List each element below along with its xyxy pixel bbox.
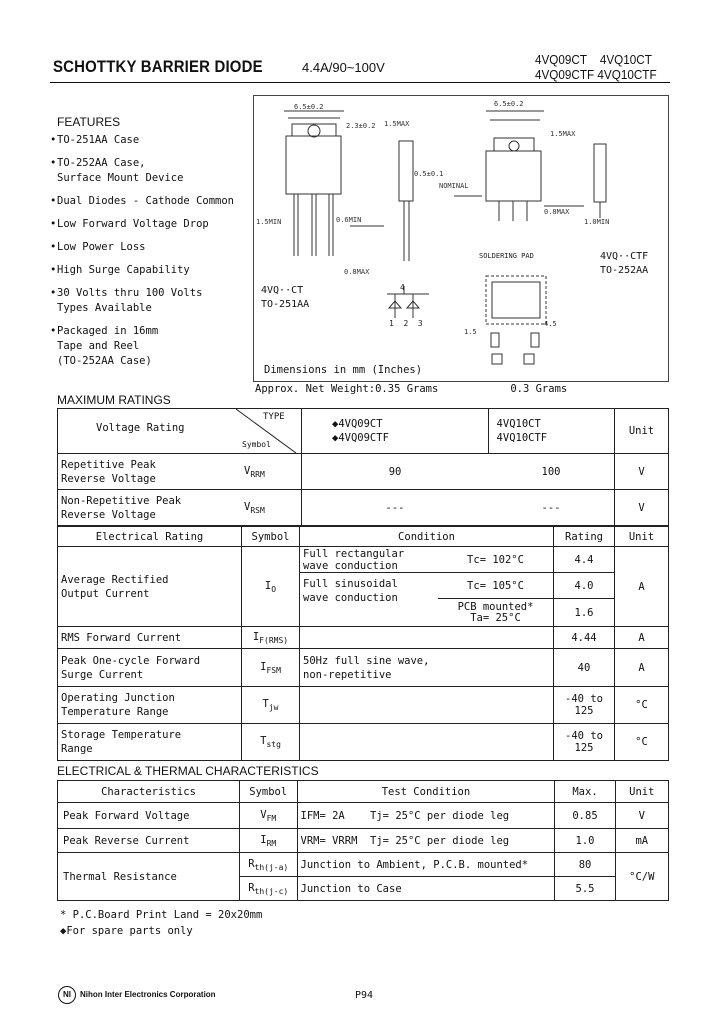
avg-row-1 — [58, 547, 669, 573]
sym-ifrms-sub: F(RMS) — [259, 635, 289, 645]
bullet-icon: • — [50, 287, 57, 299]
val-a-vrsm: --- — [302, 490, 489, 526]
sym-io-sub: O — [271, 584, 277, 594]
cond-sine-l2: wave conduction — [303, 592, 398, 604]
temp-ta — [438, 599, 554, 627]
cond-rect-l2: wave conduction — [303, 559, 398, 572]
unit-surge: A — [615, 649, 669, 687]
thermal-header-row — [58, 781, 669, 803]
sym-irm-main: I — [260, 833, 267, 846]
ctf-label: 4VQ··CTF — [600, 251, 649, 262]
svg-text:1.5MIN: 1.5MIN — [256, 218, 282, 226]
sym-tstg — [242, 724, 300, 761]
max-ratings-heading: MAXIMUM RATINGS — [57, 393, 171, 407]
sym-vrrm — [244, 454, 302, 490]
sym-rthjc-sub: th(j-c) — [254, 886, 289, 896]
max-row-repetitive — [58, 454, 669, 490]
part-numbers-line1: 4VQ09CT 4VQ10CT — [535, 52, 652, 67]
val-a-vrrm: 90 — [302, 454, 489, 490]
svg-text:1.5: 1.5 — [464, 328, 477, 336]
unit-rms: A — [615, 627, 669, 649]
temp-ta-l1: PCB mounted* — [457, 600, 534, 613]
val-b-vrrm: 100 — [488, 454, 614, 490]
feature-item — [50, 156, 252, 186]
th-name: Thermal Resistance — [58, 853, 240, 901]
col-a-type1: 4VQ09CT — [338, 418, 383, 430]
stg-name-l1: Storage Temperature — [61, 729, 182, 741]
sym-ifrms — [242, 627, 300, 649]
net-weight — [255, 383, 567, 395]
page-number: P94 — [355, 990, 374, 1001]
row-name-repetitive-l2: Reverse Voltage — [61, 472, 156, 485]
feature-item — [50, 133, 252, 148]
val-b-vrsm: --- — [488, 490, 614, 526]
ctf-package: TO-252AA — [600, 265, 649, 276]
dimensions-note: Dimensions in mm (Inches) — [264, 364, 423, 376]
col-b-type2: 4VQ10CTF — [496, 432, 548, 444]
op-name-l1: Operating Junction — [61, 692, 175, 704]
sym-tjw-sub: jw — [268, 703, 279, 712]
sym-tstg-sub: stg — [266, 740, 281, 749]
th-h-unit: Unit — [615, 781, 668, 803]
feature-line: TO-252AA Case, — [57, 157, 146, 169]
th-h-char: Characteristics — [58, 781, 240, 803]
feature-item — [50, 240, 252, 255]
stg-name — [58, 724, 242, 761]
op-temp-row — [58, 687, 669, 724]
rating-surge: 40 — [554, 649, 615, 687]
feature-line: TO-251AA Case — [57, 134, 140, 146]
ir-unit: mA — [615, 829, 668, 853]
rating-stg: -40 to 125 — [554, 724, 615, 761]
ir-row — [58, 829, 669, 853]
feature-line: High Surge Capability — [57, 264, 190, 276]
bullet-icon: • — [50, 325, 57, 337]
net-weight-label: Approx. Net Weight: — [255, 383, 376, 395]
row-name-nonrep-l1: Non-Repetitive Peak — [61, 494, 182, 507]
bullet-icon: • — [50, 218, 57, 230]
ctf-label-block — [600, 250, 648, 278]
feature-line: Dual Diodes - Cathode Common — [57, 195, 235, 207]
avg-name-l1: Average Rectified — [61, 573, 169, 586]
svg-text:0.8MAX: 0.8MAX — [344, 268, 370, 276]
vf-unit: V — [615, 803, 668, 829]
part-numbers — [535, 52, 657, 82]
rms-row — [58, 627, 669, 649]
package-outline-drawing — [254, 96, 668, 381]
th-cond-ja: Junction to Ambient, P.C.B. mounted* — [297, 853, 555, 877]
to251-tab-hole — [308, 125, 320, 137]
sym-vrsm-sub: RSM — [250, 505, 265, 515]
ct-label: 4VQ··CT — [261, 285, 304, 296]
rating-avg-3: 1.6 — [554, 599, 615, 627]
sym-io — [242, 547, 300, 627]
bullet-icon: • — [50, 195, 57, 207]
col-b-type1: 4VQ10CT — [496, 418, 541, 430]
elec-h-condition: Condition — [300, 527, 554, 547]
net-weight-ctf: 0.3 Grams — [510, 383, 568, 395]
vf-cond: IFM= 2A Tj= 25°C per diode leg — [297, 803, 555, 829]
temp-tc2: Tc= 105°C — [438, 573, 554, 599]
sym-irm-sub: RM — [266, 838, 277, 848]
surge-cond-l1: 50Hz full sine wave, — [303, 654, 430, 667]
row-name-nonrep-l2: Reverse Voltage — [61, 508, 156, 521]
col-b-header — [488, 409, 614, 454]
sym-vfm-sub: FM — [266, 813, 277, 823]
svg-text:NOMINAL: NOMINAL — [439, 182, 469, 190]
feature-line: Tape and Reel — [57, 340, 140, 352]
schematic-pin4: 4 — [400, 283, 405, 292]
sym-ifsm-sub: FSM — [266, 665, 281, 675]
type-symbol-cell — [58, 409, 302, 454]
sym-rthja-sub: th(j-a) — [254, 862, 289, 872]
svg-text:2.3±0.2: 2.3±0.2 — [346, 122, 376, 130]
thermal-table — [57, 780, 669, 901]
net-weight-ct: 0.35 Grams — [375, 383, 439, 395]
th-unit: °C/W — [615, 853, 668, 901]
footnote-pcb: * P.C.Board Print Land = 20x20mm — [60, 909, 263, 921]
th-row-ja — [58, 853, 669, 877]
bullet-icon: • — [50, 157, 57, 169]
rating-summary: 4.4A/90~100V — [302, 60, 385, 75]
doc-title: SCHOTTKY BARRIER DIODE — [53, 57, 263, 76]
cond-rect-l1: Full rectangular — [303, 547, 405, 560]
feature-line: Low Power Loss — [57, 241, 146, 253]
max-ratings-header-row — [58, 409, 669, 454]
stg-name-l2: Range — [61, 743, 93, 755]
feature-item — [50, 263, 252, 278]
sym-rthjc — [239, 877, 297, 901]
sym-tjw-main: T — [262, 698, 269, 710]
svg-text:1.0MIN: 1.0MIN — [584, 218, 610, 226]
feature-item — [50, 217, 252, 232]
temp-ta-l2: Ta= 25°C — [470, 611, 521, 624]
sym-ifrms-main: I — [252, 630, 260, 643]
th-h-max: Max. — [555, 781, 615, 803]
vf-row — [58, 803, 669, 829]
elec-h-rating: Electrical Rating — [58, 527, 242, 547]
ir-name: Peak Reverse Current — [58, 829, 240, 853]
surge-cond-l2: non-repetitive — [303, 668, 392, 681]
bullet-icon: • — [50, 134, 57, 146]
vf-max: 0.85 — [555, 803, 615, 829]
rms-cond — [300, 627, 554, 649]
elec-h-unit: Unit — [615, 527, 669, 547]
features-list — [50, 133, 252, 377]
ct-package: TO-251AA — [261, 299, 310, 310]
th-h-cond: Test Condition — [297, 781, 555, 803]
sym-vfm-main: V — [260, 808, 267, 821]
th-cond-jc: Junction to Case — [297, 877, 555, 901]
svg-text:6.5±0.2: 6.5±0.2 — [494, 100, 524, 108]
elec-header-row — [58, 527, 669, 547]
header-rule — [50, 82, 670, 83]
max-row-nonrepetitive — [58, 490, 669, 526]
col-a-type2: 4VQ09CTF — [338, 432, 389, 444]
rating-avg-2: 4.0 — [554, 573, 615, 599]
max-ratings-table — [57, 408, 669, 526]
rating-op: -40 to 125 — [554, 687, 615, 724]
unit-vrrm: V — [615, 454, 669, 490]
features-heading: FEATURES — [57, 115, 121, 129]
bullet-icon: • — [50, 264, 57, 276]
svg-text:1.5MAX: 1.5MAX — [384, 120, 410, 128]
sym-ifsm-main: I — [260, 660, 267, 673]
sym-vfm — [239, 803, 297, 829]
voltage-rating-label: Voltage Rating — [96, 422, 185, 434]
sym-rthjc-main: R — [248, 881, 255, 894]
schematic-pins: 1 2 3 — [389, 319, 423, 328]
unit-avg: A — [615, 547, 669, 627]
symbol-label: Symbol — [242, 440, 271, 449]
op-cond — [300, 687, 554, 724]
surge-row — [58, 649, 669, 687]
th-max-ja: 80 — [555, 853, 615, 877]
th-h-symbol: Symbol — [239, 781, 297, 803]
footnote-spare: ◆For spare parts only — [60, 925, 193, 937]
sym-tstg-main: T — [260, 735, 267, 747]
svg-text:0.5±0.1: 0.5±0.1 — [414, 170, 444, 178]
svg-text:0.6MIN: 0.6MIN — [336, 216, 362, 224]
ir-max: 1.0 — [555, 829, 615, 853]
bullet-icon: • — [50, 241, 57, 253]
soldering-pad-label: SOLDERING PAD — [479, 252, 534, 260]
svg-text:4.5: 4.5 — [544, 320, 557, 328]
elec-h-rating-val: Rating — [554, 527, 615, 547]
to251-tab — [292, 124, 336, 136]
op-name — [58, 687, 242, 724]
to251-body — [286, 136, 341, 194]
sym-ifsm — [242, 649, 300, 687]
feature-line: Types Available — [57, 302, 152, 314]
type-label: TYPE — [263, 412, 285, 422]
feature-item — [50, 194, 252, 209]
rms-name: RMS Forward Current — [58, 627, 242, 649]
row-name-nonrepetitive — [58, 490, 245, 526]
vf-name: Peak Forward Voltage — [58, 803, 240, 829]
ir-cond: VRM= VRRM Tj= 25°C per diode leg — [297, 829, 555, 853]
sym-vrsm-main: V — [244, 500, 251, 513]
sym-vrsm — [244, 490, 302, 526]
row-name-repetitive-l1: Repetitive Peak — [61, 458, 156, 471]
feature-line: Low Forward Voltage Drop — [57, 218, 209, 230]
sym-rthja-main: R — [248, 857, 255, 870]
package-diagram — [253, 95, 669, 382]
feature-line: Packaged in 16mm — [57, 325, 159, 337]
svg-text:6.5±0.2: 6.5±0.2 — [294, 103, 324, 111]
op-name-l2: Temperature Range — [61, 706, 169, 718]
company-logo: NI — [58, 986, 76, 1004]
stg-cond — [300, 724, 554, 761]
sym-rthja — [239, 853, 297, 877]
svg-text:1.5MAX: 1.5MAX — [550, 130, 576, 138]
th-max-jc: 5.5 — [555, 877, 615, 901]
sym-vrrm-main: V — [244, 464, 251, 477]
electrical-ratings-table — [57, 526, 669, 761]
surge-name-l2: Surge Current — [61, 668, 144, 681]
sym-io-main: I — [264, 579, 272, 592]
ct-label-block — [261, 284, 309, 312]
unit-stg: °C — [615, 724, 669, 761]
surge-name-l1: Peak One-cycle Forward — [61, 654, 201, 667]
rating-rms: 4.44 — [554, 627, 615, 649]
avg-name — [58, 547, 242, 627]
company-name: Nihon Inter Electronics Corporation — [80, 990, 216, 999]
surge-cond — [300, 649, 554, 687]
unit-vrsm: V — [615, 490, 669, 526]
thermal-heading: ELECTRICAL & THERMAL CHARACTERISTICS — [57, 764, 319, 778]
feature-line: (TO-252AA Case) — [57, 355, 152, 367]
avg-name-l2: Output Current — [61, 587, 150, 600]
feature-item — [50, 286, 252, 316]
unit-header: Unit — [615, 409, 669, 454]
col-a-header: ◆4VQ09CT ◆4VQ09CTF — [302, 409, 489, 454]
part-numbers-line2: 4VQ09CTF 4VQ10CTF — [535, 67, 657, 82]
sym-irm — [239, 829, 297, 853]
cond-rect — [300, 547, 439, 573]
row-name-repetitive — [58, 454, 245, 490]
stg-temp-row — [58, 724, 669, 761]
sym-vrrm-sub: RRM — [250, 469, 265, 479]
unit-op: °C — [615, 687, 669, 724]
elec-h-symbol: Symbol — [242, 527, 300, 547]
temp-tc1: Tc= 102°C — [438, 547, 554, 573]
svg-text:0.8MAX: 0.8MAX — [544, 208, 570, 216]
cond-sine-l1: Full sinusoidal — [303, 578, 398, 590]
surge-name — [58, 649, 242, 687]
feature-line: 30 Volts thru 100 Volts — [57, 287, 203, 299]
feature-line: Surface Mount Device — [57, 172, 184, 184]
feature-item — [50, 324, 252, 369]
rating-avg-1: 4.4 — [554, 547, 615, 573]
cond-sine — [300, 573, 439, 627]
sym-tjw — [242, 687, 300, 724]
footnotes — [60, 907, 262, 939]
